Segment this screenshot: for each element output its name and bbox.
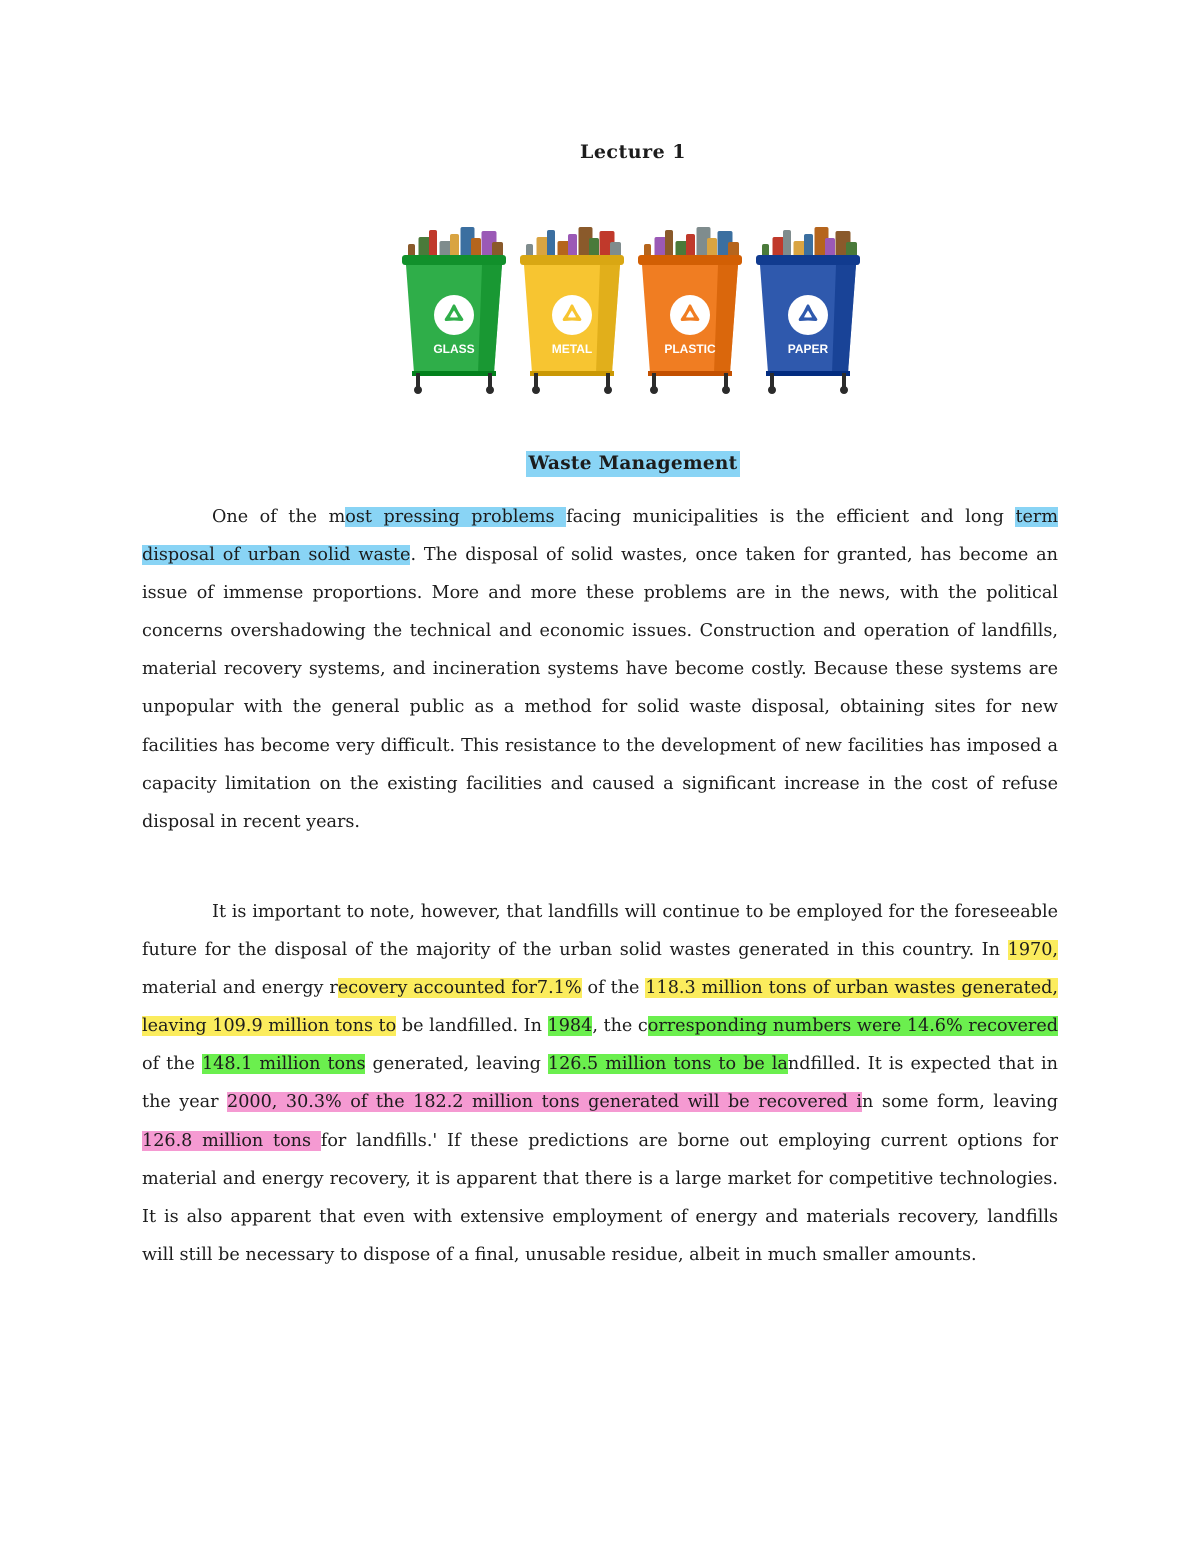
bin-rim — [520, 255, 624, 265]
highlight-green: 148.1 million tons — [201, 1054, 366, 1075]
waste-item — [804, 234, 813, 258]
bin-wheel — [768, 386, 776, 394]
waste-item — [773, 237, 785, 258]
highlight-blue: term disposal of urban solid waste — [142, 507, 1059, 566]
bin-leg — [842, 373, 846, 388]
bin-rim — [638, 255, 742, 265]
bin-leg — [770, 373, 774, 388]
recycling-bin-paper — [756, 227, 860, 394]
highlight-green: orresponding numbers were 14.6% recovered — [647, 1016, 1059, 1037]
text-run: of the — [142, 1054, 202, 1075]
highlight-green: 126.5 million tons to be la — [547, 1054, 788, 1075]
bin-base — [530, 371, 614, 376]
paragraph-2 — [142, 893, 1058, 1274]
bin-rim — [402, 255, 506, 265]
text-run: generated, leaving — [365, 1054, 548, 1075]
text-run: material and energy r — [142, 978, 338, 999]
waste-item — [655, 237, 667, 258]
bin-leg — [534, 373, 538, 388]
waste-item — [419, 237, 431, 258]
waste-item — [686, 234, 695, 258]
bin-leg — [724, 373, 728, 388]
text-run: ndfilled. It is expected that in the year — [142, 1054, 1058, 1113]
paragraph-1 — [142, 498, 1058, 841]
text-run: of the — [581, 978, 646, 999]
bin-wheel — [840, 386, 848, 394]
bin-base — [412, 371, 496, 376]
text-run: , the c — [592, 1016, 648, 1037]
text-run: . The disposal of solid wastes, once taken for granted, has become an issue of immense proportions. More and more these problems are in the news, with the political concerns overshadowing the technical and economic issues. Construction and operation of landfills, material recovery systems, and incineration systems have become costly. Because these systems are unpopular with the general public as a method for solid waste disposal, obtaining sites for new facilities has become very difficult. This resistance to the development of new facilities has imposed a capacity limitation on the existing facilities and caused a significant increase in the cost of refuse disposal in recent years. — [142, 545, 1059, 832]
highlight-pink: 2000, 30.3% of the 182.2 million tons generated will be recovered i — [227, 1092, 863, 1113]
text-run: facing municipalities is the efficient and long — [566, 507, 1016, 527]
highlight-yellow: ecovery accounted for7.1% — [337, 978, 582, 999]
bin-leg — [488, 373, 492, 388]
bin-leg — [606, 373, 610, 388]
text-run: n some form, leaving — [862, 1092, 1058, 1113]
bin-shade — [832, 265, 856, 373]
highlight-green: 1984 — [547, 1016, 593, 1037]
bin-label-glass: GLASS — [433, 342, 475, 356]
section-heading: Waste Management — [526, 451, 739, 477]
recycle-icon — [552, 295, 592, 335]
bin-leg — [652, 373, 656, 388]
text-run: One of the m — [212, 507, 346, 527]
recycle-icon — [434, 295, 474, 335]
bin-shade — [714, 265, 738, 373]
bin-wheel — [486, 386, 494, 394]
waste-item — [665, 230, 673, 258]
bin-shade — [596, 265, 620, 373]
bin-base — [648, 371, 732, 376]
bin-label-plastic: PLASTIC — [664, 342, 716, 356]
bin-base — [766, 371, 850, 376]
text-run: It is important to note, however, that landfills will continue to be employed for the foreseeable future for the disposal of the majority of the urban solid wastes generated in this country. In — [142, 902, 1058, 961]
bin-wheel — [414, 386, 422, 394]
recycling-bins-illustration — [400, 213, 866, 398]
recycling-bin-plastic — [638, 227, 742, 394]
highlight-pink: 126.8 million tons — [142, 1130, 321, 1151]
waste-item — [547, 230, 555, 258]
text-run: be landfilled. In — [396, 1016, 548, 1037]
bin-wheel — [532, 386, 540, 394]
highlight-yellow: 1970, — [1007, 940, 1058, 961]
text-run: for landfills.' If these predictions are borne out employing current options for material and energy recovery, it is apparent that there is a large market for competitive technologies. It is also apparent that even with extensive employment of energy and materials recovery, landfills will still be necessary to dispose of a final, unusable residue, albeit in much smaller amounts. — [142, 1130, 1058, 1265]
bin-label-paper: PAPER — [787, 342, 829, 356]
highlight-blue: ost pressing problems — [345, 507, 567, 527]
waste-item — [783, 230, 791, 258]
waste-item — [537, 237, 549, 258]
bin-label-metal: METAL — [551, 342, 593, 356]
bin-wheel — [650, 386, 658, 394]
bin-leg — [416, 373, 420, 388]
recycling-bin-metal — [520, 227, 624, 394]
recycle-icon — [670, 295, 710, 335]
bin-rim — [756, 255, 860, 265]
waste-item — [568, 234, 577, 258]
waste-item — [429, 230, 437, 258]
waste-item — [450, 234, 459, 258]
bin-wheel — [604, 386, 612, 394]
recycle-icon — [788, 295, 828, 335]
bin-shade — [478, 265, 502, 373]
lecture-title: Lecture 1 — [579, 141, 687, 163]
bin-wheel — [722, 386, 730, 394]
highlight-yellow: 118.3 million tons of urban wastes generated, leaving 109.9 million tons to — [142, 978, 1058, 1037]
recycling-bin-glass — [402, 227, 506, 394]
